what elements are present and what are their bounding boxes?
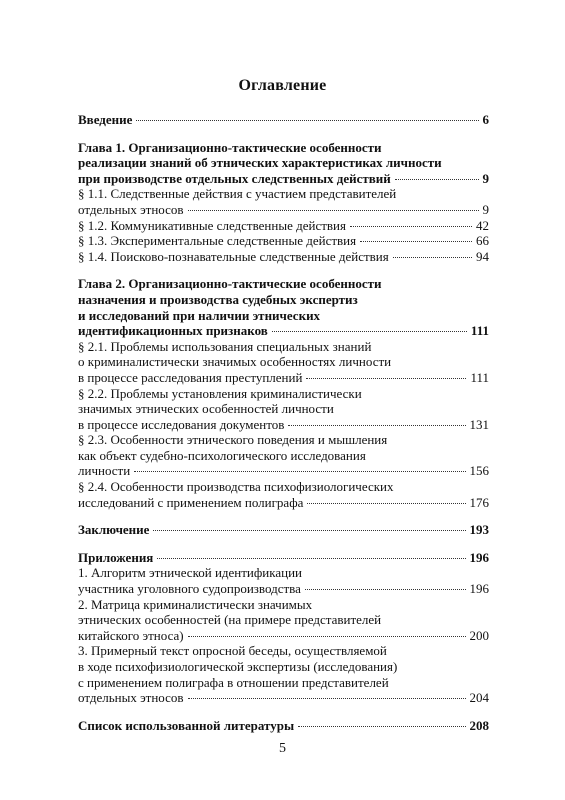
toc-page-number: 94	[476, 248, 489, 264]
toc-page-number: 42	[476, 217, 489, 233]
dot-leader	[298, 726, 465, 727]
toc-entry[interactable]	[78, 112, 489, 128]
dot-leader	[350, 226, 472, 227]
toc-page-number: 156	[469, 463, 489, 479]
toc-entry-line: § 2.3. Особенности этнического поведения и мышления	[78, 432, 388, 448]
toc-entry-final-line	[78, 495, 489, 511]
toc-page-number: 6	[482, 112, 489, 127]
toc-entry-line: реализации знаний об этнических характеристиках личности	[78, 155, 442, 171]
toc-entry-final-line	[78, 171, 489, 187]
toc-entry[interactable]	[78, 718, 489, 734]
toc-entry[interactable]	[78, 550, 489, 566]
toc-entry-line: значимых этнических особенностей личности	[78, 401, 334, 417]
dot-leader	[136, 120, 478, 121]
toc-entry-final-line	[78, 323, 489, 339]
toc-entry[interactable]	[78, 339, 489, 386]
toc-entry-final-line	[78, 218, 489, 234]
toc-page-number: 9	[482, 170, 489, 186]
toc-entry-final-line	[78, 112, 489, 128]
toc-page-number: 208	[469, 717, 489, 733]
toc-entry-final-line	[78, 550, 489, 566]
toc-entry-title: личности	[78, 463, 131, 479]
toc-entry-line: в ходе психофизиологической экспертизы (исследования)	[78, 659, 398, 674]
toc-entry-title: § 1.4. Поисково-познавательные следственные действия	[78, 248, 389, 264]
toc-entry-final-line	[78, 628, 489, 644]
toc-page-number: 196	[469, 549, 489, 565]
toc-entry-final-line	[78, 718, 489, 734]
dot-leader	[134, 471, 465, 472]
toc-entry-title: в процессе исследования документов	[78, 416, 285, 432]
page-number: 5	[279, 741, 286, 756]
dot-leader	[393, 257, 472, 258]
toc-entry-final-line	[78, 522, 489, 538]
dot-leader	[188, 210, 479, 211]
table-of-contents	[78, 112, 489, 733]
toc-entry-line: 2. Матрица криминалистически значимых	[78, 596, 313, 612]
toc-entry-line: с применением полиграфа в отношении представителей	[78, 674, 389, 690]
toc-entry-final-line	[78, 202, 489, 218]
toc-page-number: 131	[469, 416, 489, 432]
toc-entry-line: назначения и производства судебных экспертиз	[78, 291, 358, 307]
toc-entry-title: китайского этноса)	[78, 627, 184, 643]
dot-leader	[188, 698, 466, 699]
toc-page-number: 111	[470, 369, 489, 385]
toc-entry-line: Глава 1. Организационно-тактические особенности	[78, 139, 382, 155]
toc-entry[interactable]	[78, 186, 489, 217]
toc-page-number: 193	[469, 522, 489, 538]
toc-page-number: 9	[482, 201, 489, 217]
toc-page-number: 66	[476, 233, 489, 249]
dot-leader	[188, 636, 466, 637]
toc-page-number: 111	[470, 323, 489, 339]
toc-entry-line: о криминалистически значимых особенностях личности	[78, 354, 392, 370]
dot-leader	[157, 558, 465, 559]
toc-entry-title: Заключение	[78, 522, 150, 538]
dot-leader	[307, 503, 465, 504]
toc-page-number: 176	[469, 494, 489, 510]
dot-leader	[306, 378, 466, 379]
toc-entry-line: 1. Алгоритм этнической идентификации	[78, 565, 303, 581]
toc-entry-line: § 2.1. Проблемы использования специальных знаний	[78, 338, 372, 354]
toc-entry-title: Список использованной литературы	[78, 717, 295, 733]
toc-entry-line: § 2.2. Проблемы установления криминалистически	[78, 385, 362, 401]
toc-entry-line: § 1.1. Следственные действия с участием представителей	[78, 186, 397, 202]
toc-entry[interactable]	[78, 386, 489, 433]
toc-entry-title: участника уголовного судопроизводства	[78, 581, 301, 597]
toc-entry[interactable]	[78, 218, 489, 234]
toc-entry-final-line	[78, 417, 489, 433]
toc-entry-title: идентификационных признаков	[78, 323, 268, 339]
toc-entry-title: § 1.2. Коммуникативные следственные действия	[78, 217, 346, 233]
toc-entry-line: и исследований при наличии этнических	[78, 307, 321, 323]
toc-entry-final-line	[78, 249, 489, 265]
dot-leader	[360, 241, 472, 242]
toc-entry-final-line	[78, 370, 489, 386]
toc-entry-title: отдельных этносов	[78, 690, 184, 706]
toc-entry[interactable]	[78, 643, 489, 705]
toc-entry[interactable]	[78, 233, 489, 249]
toc-entry-line: § 2.4. Особенности производства психофизиологических	[78, 479, 394, 495]
toc-entry[interactable]	[78, 140, 489, 187]
toc-entry[interactable]	[78, 522, 489, 538]
toc-page-number: 204	[469, 690, 489, 706]
toc-entry[interactable]	[78, 565, 489, 596]
toc-entry-title: Приложения	[78, 549, 154, 565]
page-title: Оглавление	[238, 77, 327, 94]
toc-entry-final-line	[78, 690, 489, 706]
dot-leader	[153, 530, 465, 531]
toc-entry-title: § 1.3. Экспериментальные следственные действия	[78, 233, 357, 249]
dot-leader	[305, 589, 466, 590]
toc-entry-line: этнических особенностей (на примере представителей	[78, 612, 382, 628]
toc-page-number: 196	[469, 581, 489, 597]
toc-entry-line: Глава 2. Организационно-тактические особенности	[78, 276, 382, 292]
toc-entry[interactable]	[78, 276, 489, 338]
toc-entry[interactable]	[78, 597, 489, 644]
toc-entry-title: при производстве отдельных следственных действий	[78, 170, 391, 186]
toc-entry-line: как объект судебно-психологического исследования	[78, 447, 366, 463]
toc-entry-line: 3. Примерный текст опросной беседы, осуществляемой	[78, 643, 387, 659]
toc-entry-final-line	[78, 233, 489, 249]
toc-entry-final-line	[78, 463, 489, 479]
toc-entry[interactable]	[78, 249, 489, 265]
dot-leader	[288, 425, 465, 426]
toc-entry-title: исследований с применением полиграфа	[78, 494, 304, 510]
toc-entry-title: в процессе расследования преступлений	[78, 369, 303, 385]
toc-entry-title: отдельных этносов	[78, 201, 184, 217]
toc-entry-final-line	[78, 581, 489, 597]
dot-leader	[395, 179, 479, 180]
dot-leader	[272, 331, 467, 332]
toc-entry-title: Введение	[78, 112, 133, 127]
toc-entry[interactable]	[78, 432, 489, 479]
toc-entry[interactable]	[78, 479, 489, 510]
toc-page-number: 200	[469, 627, 489, 643]
